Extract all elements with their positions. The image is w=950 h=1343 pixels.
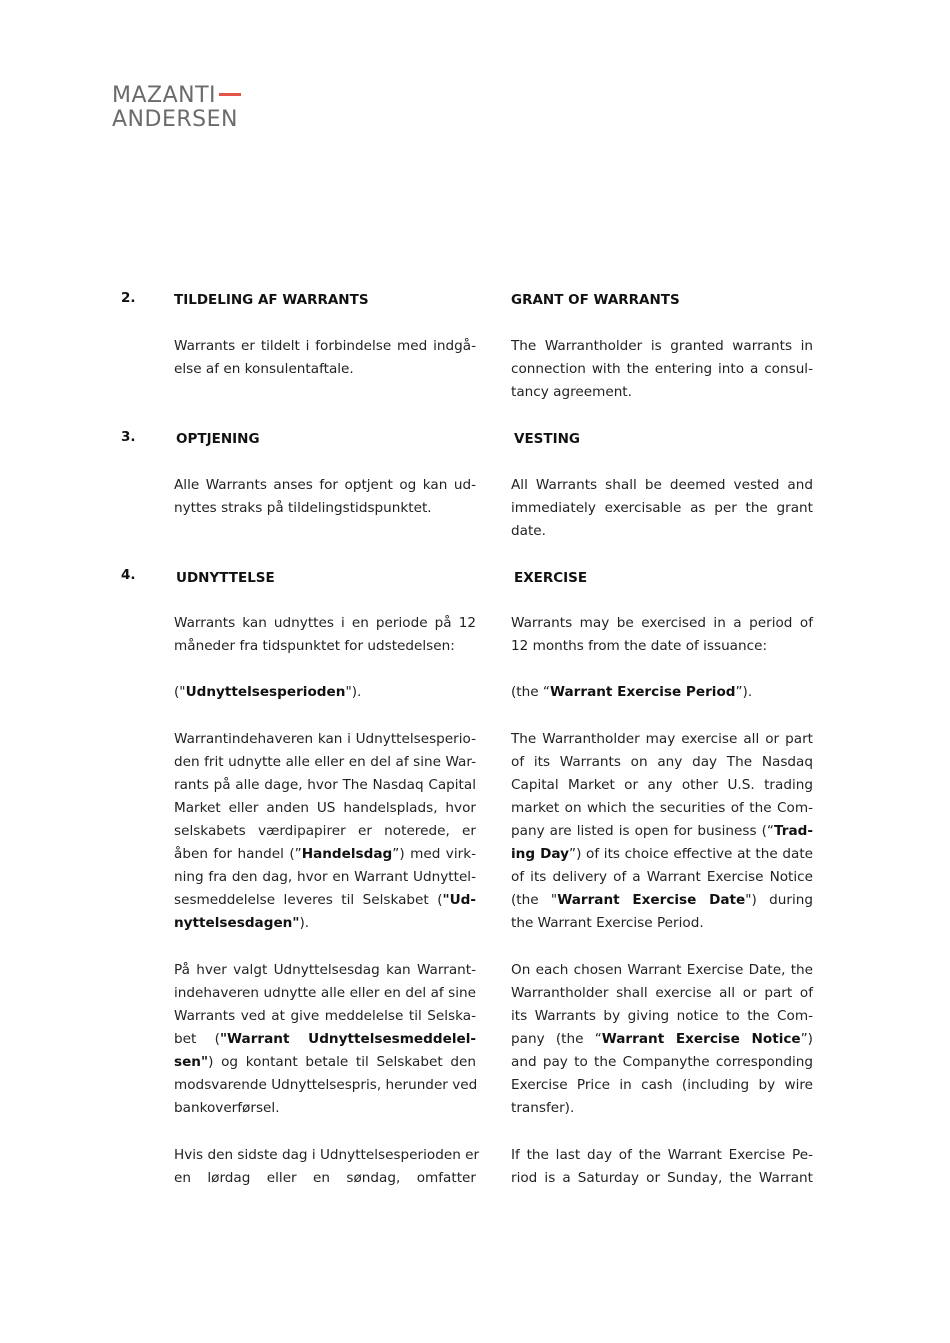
defined-term: Udnyttelsesperioden — [185, 684, 346, 700]
paragraph-da: Warrants er tildelt i forbindelse med indgå- else af en konsulentaftale. — [174, 338, 476, 377]
defined-term: Warrant Exercise Period — [549, 684, 736, 700]
logo-line-2: ANDERSEN — [112, 107, 238, 132]
paragraph-da: Alle Warrants anses for optjent og kan ud- nyttes straks på tildelingstidspunktet. — [174, 477, 476, 516]
defined-term: sen" — [174, 1054, 209, 1070]
definition-da: ("Udnyttelsesperioden"). — [174, 684, 362, 700]
defined-term: Handelsdag — [301, 846, 393, 862]
company-logo — [112, 84, 241, 132]
paragraph-da: Hvis den sidste dag i Udnyttelsesperioden er en lørdag eller en søndag, omfatter — [174, 1147, 480, 1186]
paragraph-da: Warrantindehaveren kan i Udnyttelsesperio- den frit udnytte alle eller en del af sine War- rants på alle dage, hvor The Nasdaq Capital Market eller anden US handelsplads, hvor selskabets værdipapirer er noterede, er åben for handel (”Handelsdag”) med virk- ning fra den dag, hvor en Warrant Udnyttel- sesmeddelelse leveres til Selskabet ("Ud- nyttelsesdagen"). — [174, 731, 476, 931]
paragraph-da: På hver valgt Udnyttelsesdag kan Warrant- indehaveren udnytte alle eller en del af sine Warrants ved at give meddelelse til Selska- bet ("Warrant Udnyttelsesmeddelel- sen") og kontant betale til Selskabet den modsvarende Udnyttelsespris, herunder ved bankoverførsel. — [174, 962, 478, 1116]
section-number: 3. — [121, 429, 136, 445]
logo-dash-mark — [219, 93, 241, 96]
section-number: 4. — [121, 567, 136, 583]
defined-term: ing Day — [511, 846, 570, 862]
paragraph-en: If the last day of the Warrant Exercise Pe- riod is a Saturday or Sunday, the Warrant — [511, 1147, 813, 1186]
defined-term: "Ud- — [442, 892, 476, 908]
paragraph-da: Warrants kan udnyttes i en periode på 12 måneder fra tidspunktet for udstedelsen: — [174, 615, 476, 654]
logo-line-1: MAZANTI — [112, 83, 217, 108]
defined-term: Warrant Exercise Notice — [601, 1031, 801, 1047]
section-title-en: GRANT OF WARRANTS — [511, 292, 680, 308]
defined-term: nyttelsesdagen" — [174, 915, 300, 931]
definition-en: (the “Warrant Exercise Period”). — [511, 684, 753, 700]
section-title-en: EXERCISE — [514, 570, 588, 586]
defined-term: "Warrant Udnyttelsesmeddelel- — [219, 1031, 476, 1047]
section-title-da: TILDELING AF WARRANTS — [174, 292, 369, 308]
paragraph-en: All Warrants shall be deemed vested and immediately exercisable as per the grant date. — [511, 477, 813, 539]
section-number: 2. — [121, 290, 136, 306]
paragraph-en: On each chosen Warrant Exercise Date, the Warrantholder shall exercise all or part of its Warrants by giving notice to the Com- pany (the “Warrant Exercise Notice”) and pay to the Companythe corresponding Exercise Price in cash (including by wire transfer). — [511, 962, 813, 1116]
section-title-en: VESTING — [514, 431, 581, 447]
defined-term: Trad- — [773, 823, 813, 839]
paragraph-en: The Warrantholder is granted warrants in connection with the entering into a consul- tancy agreement. — [511, 338, 813, 400]
paragraph-en: The Warrantholder may exercise all or part of its Warrants on any day The Nasdaq Capital Market or any other U.S. trading market on which the securities of the Com- pany are listed is open for business (“Trad- ing Day”) of its choice effective at the date of its delivery of a Warrant Exercise Notice (the "Warrant Exercise Date") during the Warrant Exercise Period. — [511, 731, 814, 931]
paragraph-en: Warrants may be exercised in a period of 12 months from the date of issuance: — [511, 615, 813, 654]
defined-term: Warrant Exercise Date — [557, 892, 746, 908]
section-title-da: OPTJENING — [176, 431, 260, 447]
section-title-da: UDNYTTELSE — [176, 570, 275, 586]
